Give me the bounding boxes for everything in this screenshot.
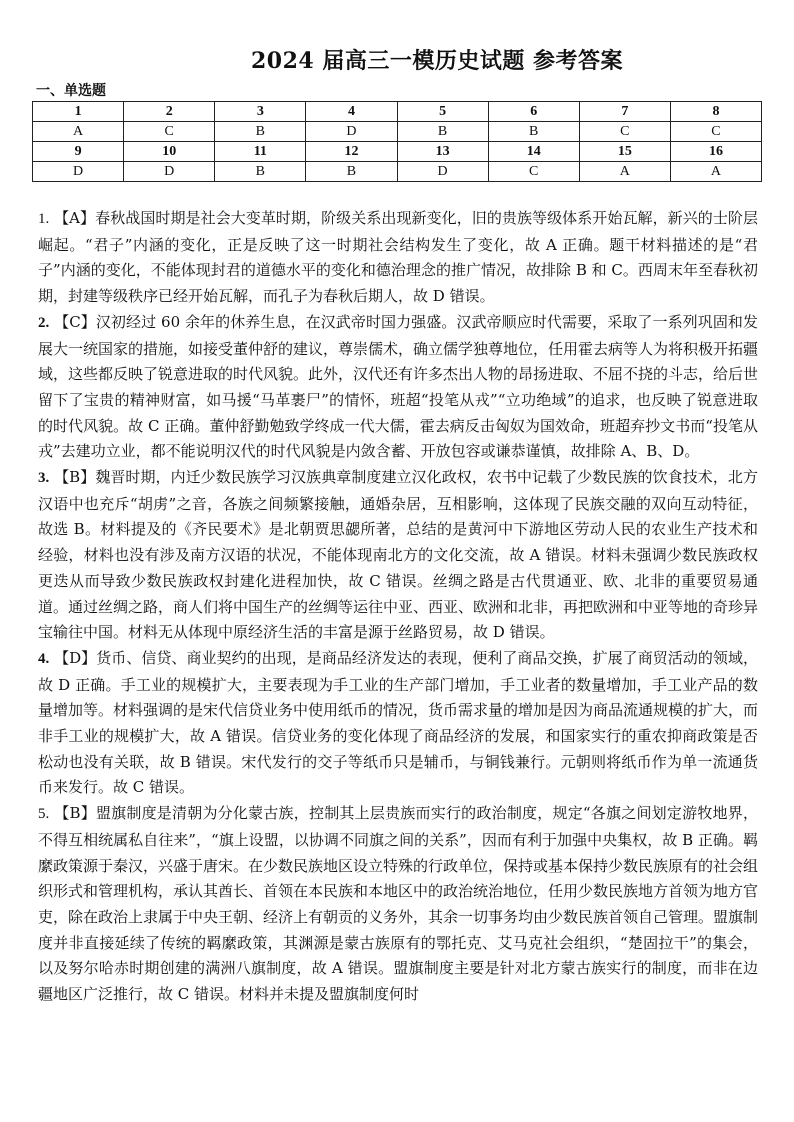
- answer-letter: B: [306, 162, 397, 182]
- explanation-paragraph: [38, 646, 758, 801]
- explanation-paragraph: [38, 206, 758, 310]
- answer-marker: 【C】: [54, 312, 96, 331]
- question-number: 3.: [38, 470, 50, 487]
- answer-letter: C: [579, 122, 670, 142]
- answer-table-number-row: [33, 102, 762, 122]
- answer-letter: D: [33, 162, 124, 182]
- explanation-text: 盟旗制度是清朝为分化蒙古族，控制其上层贵族而实行的政治制度，规定“各旗之间划定游牧地界，不得互相统属私自往来”，“旗上设盟，以协调不同旗之间的关系”，因而有利于加强中央集权，故 B 正确。羁縻政策源于秦汉，兴盛于唐宋。在少数民族地区设立特殊的行政单位，保持或基本保持少数民族原有的社会组织形式和管理机构，承认其酋长、首领在本民族和本地区中的政治统治地位，任用少数民族地方首领为地方官吏，除在政治上隶属于中央王朝、经济上有朝贡的义务外，其余一切事务均由少数民族首领自己管理。盟旗制度并非直接延续了传统的羁縻政策，其渊源是蒙古族原有的鄂托克、艾马克社会组织，“楚固拉干”的集会，以及努尔哈赤时期创建的满洲八旗制度，故 A 错误。盟旗制度主要是针对北方蒙古族实行的制度，而非在边疆地区广泛推行，故 C 错误。材料并未提及盟旗制度何时: [38, 804, 759, 1004]
- question-number: 13: [397, 142, 488, 162]
- answer-table: [32, 101, 762, 182]
- answer-marker: 【A】: [54, 209, 96, 227]
- answer-letter: B: [215, 122, 306, 142]
- question-number: 4: [306, 102, 397, 122]
- answer-letter: A: [670, 162, 761, 182]
- question-number: 12: [306, 142, 397, 162]
- question-number: 2.: [38, 314, 50, 331]
- answer-marker: 【B】: [54, 804, 96, 823]
- question-number: 16: [670, 142, 761, 162]
- answer-letter: D: [124, 162, 215, 182]
- question-number: 9: [33, 142, 124, 162]
- answer-table-number-row: [33, 142, 762, 162]
- answer-letter: B: [397, 122, 488, 142]
- answer-table-answer-row: [33, 122, 762, 142]
- question-number: 5.: [38, 806, 50, 823]
- answer-letter: D: [306, 122, 397, 142]
- answer-table-answer-row: [33, 162, 762, 182]
- question-number: 15: [579, 142, 670, 162]
- answer-letter: D: [397, 162, 488, 182]
- answer-letter: C: [488, 162, 579, 182]
- explanation-paragraph: [38, 801, 758, 1008]
- section-heading: 一、单选题: [36, 83, 106, 99]
- answer-marker: 【D】: [54, 648, 97, 667]
- answer-letter: C: [670, 122, 761, 142]
- question-number: 10: [124, 142, 215, 162]
- answer-letter: B: [215, 162, 306, 182]
- question-number: 3: [215, 102, 306, 122]
- question-number: 7: [579, 102, 670, 122]
- explanation-text: 货币、信贷、商业契约的出现，是商品经济发达的表现，便利了商品交换，扩展了商贸活动的领域，故 D 正确。手工业的规模扩大，主要表现为手工业的生产部门增加，手工业者的数量增加，手工业产品的数量增加等。材料强调的是宋代信贷业务中使用纸币的情况，货币需求量的增加是因为商品流通规模的扩大，而非手工业的规模扩大，故 A 错误。信贷业务的变化体现了商品经济的发展，和国家实行的重农抑商政策是否松动也没有关联，故 B 错误。宋代发行的交子等纸币只是辅币，与铜钱兼行。元朝则将纸币作为单一流通货币来发行。故 C 错误。: [38, 648, 759, 797]
- question-number: 4.: [38, 650, 50, 667]
- explanation-text: 魏晋时期，内迁少数民族学习汉族典章制度建立汉化政权，农书中记载了少数民族的饮食技术，北方汉语中也充斥“胡虏”之音，各族之间频繁接触，通婚杂居，互相影响，这体现了民族交融的双向互动特征，故选 B。材料提及的《齐民要术》是北朝贾思勰所著，总结的是黄河中下游地区劳动人民的农业生产技术和经验，材料也没有涉及南方汉语的状况，不能体现南北方的文化交流，故 A 错误。材料未强调少数民族政权更迭从而导致少数民族政权封建化进程加快，故 C 错误。丝绸之路是古代贯通亚、欧、北非的重要贸易通道。通过丝绸之路，商人们将中国生产的丝绸等运往中亚、西亚、欧洲和北非，再把欧洲和中亚等地的奇珍异宝输往中国。材料无从体现中原经济生活的丰富是源于丝路贸易，故 D 错误。: [38, 468, 759, 642]
- explanation-paragraph: [38, 465, 758, 646]
- answer-letter: C: [124, 122, 215, 142]
- explanation-text: 春秋战国时期是社会大变革时期，阶级关系出现新变化，旧的贵族等级体系开始瓦解，新兴的士阶层崛起。“君子”内涵的变化，正是反映了这一时期社会结构发生了变化，故 A 正确。题干材料描述的是“君子”内涵的变化，不能体现封君的道德水平的变化和德治理念的推广情况，故排除 B 和 C。西周末年至春秋初期，封建等级秩序已经开始瓦解，而孔子为春秋后期人，故 D 错误。: [38, 209, 758, 306]
- question-number: 2: [124, 102, 215, 122]
- question-number: 11: [215, 142, 306, 162]
- question-number: 1: [33, 102, 124, 122]
- answer-letter: A: [33, 122, 124, 142]
- explanations: [38, 206, 758, 1008]
- question-number: 5: [397, 102, 488, 122]
- answer-letter: A: [579, 162, 670, 182]
- explanation-paragraph: [38, 310, 758, 465]
- question-number: 6: [488, 102, 579, 122]
- question-number: 8: [670, 102, 761, 122]
- answer-letter: B: [488, 122, 579, 142]
- explanation-text: 汉初经过 60 余年的休养生息，在汉武帝时国力强盛。汉武帝顺应时代需要，采取了一系列巩固和发展大一统国家的措施，如接受董仲舒的建议，尊崇儒术，确立儒学独尊地位，任用霍去病等人为将积极开拓疆域，这些都反映了锐意进取的时代风貌。此外，汉代还有许多杰出人物的昂扬进取、不屈不挠的斗志，给后世留下了宝贵的精神财富，如马援“马革裹尸”的情怀，班超“投笔从戎”“立功绝域”的追求，也反映了锐意进取的时代风貌。故 C 正确。董仲舒勤勉致学终成一代大儒，霍去病反击匈奴为国效命，班超弃抄文书而“投笔从戎”去建功立业，都不能说明汉代的时代风貌是内敛含蓄、开放包容或谦恭谨慎，故排除 A、B、D。: [38, 312, 759, 461]
- page-title: 2024 届高三一模历史试题 参考答案: [250, 48, 624, 74]
- question-number: 1.: [38, 211, 50, 227]
- answer-marker: 【B】: [54, 468, 96, 487]
- question-number: 14: [488, 142, 579, 162]
